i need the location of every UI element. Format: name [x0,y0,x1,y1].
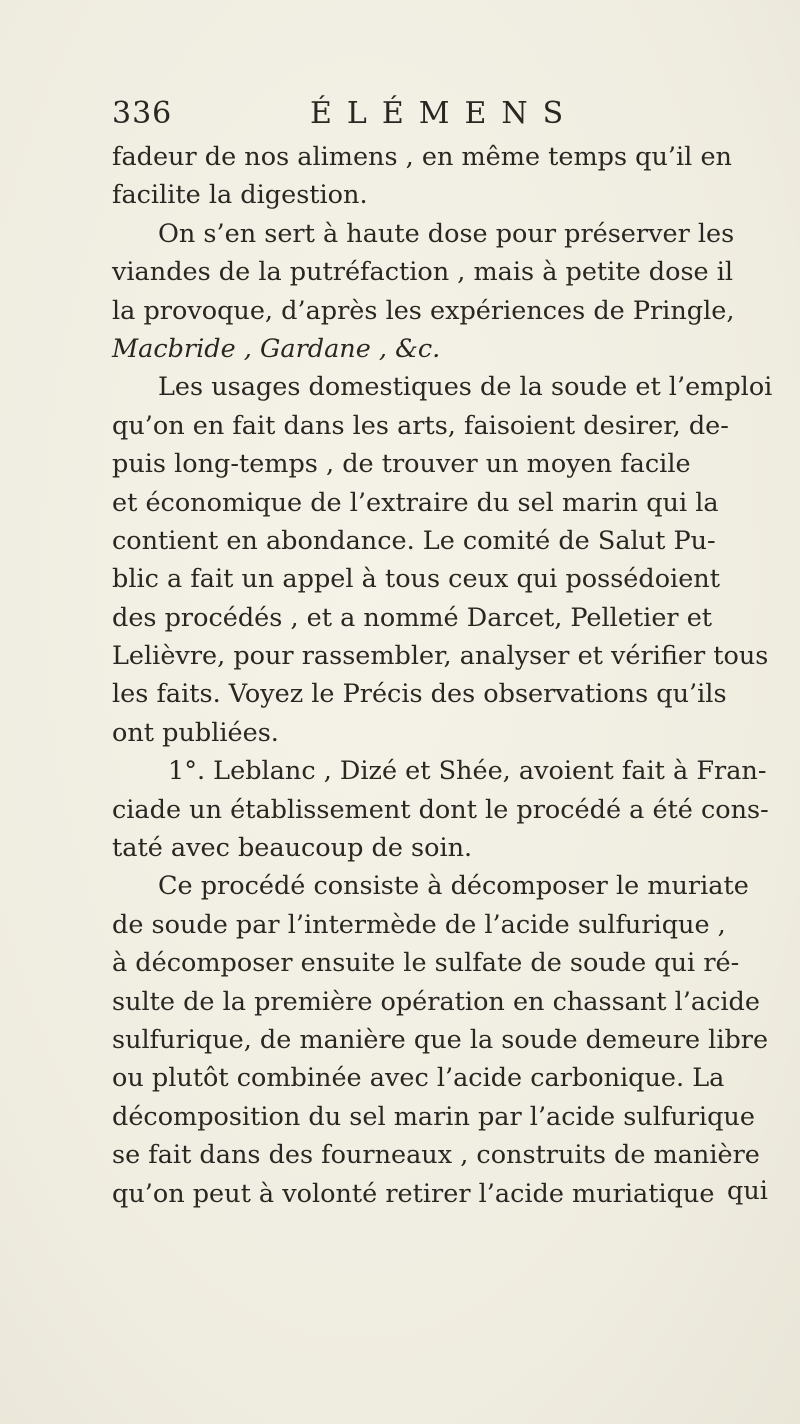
text-line: Ce procédé consiste à décomposer le muriate [158,871,749,902]
text-line: ciade un établissement dont le procédé a été cons- [112,794,769,825]
text-line: facilite la digestion. [112,180,368,211]
text-line: viandes de la putréfaction , mais à petite dose il [112,257,734,288]
text-line: des procédés , et a nommé Darcet, Pelletier et [112,602,713,633]
text-line: de soude par l’intermède de l’acide sulfurique , [112,909,726,940]
text-line: sulfurique, de manière que la soude demeure libre [112,1024,769,1055]
text-line: sulte de la première opération en chassant l’acide [112,986,760,1017]
text-line: On s’en sert à haute dose pour préserver les [158,218,735,249]
text-line: se fait dans des fourneaux , construits de manière [112,1140,760,1171]
page-header [112,90,772,136]
text-line: Les usages domestiques de la soude et l’emploi [158,372,773,403]
text-line: qu’on en fait dans les arts, faisoient desirer, de- [112,410,729,441]
text-line: taté avec beaucoup de soin. [112,833,473,864]
catchword: qui [727,1176,768,1206]
text-line: Lelièvre, pour rassembler, analyser et vérifier tous [112,641,769,672]
text-line: contient en abondance. Le comité de Salut Pu- [112,525,716,556]
text-line: Macbride , Gardane , &c. [112,333,441,364]
text-line: qu’on peut à volonté retirer l’acide muriatique [112,1178,715,1209]
text-line: à décomposer ensuite le sulfate de soude qui ré- [112,948,740,979]
text-line: la provoque, d’après les expériences de Pringle, [112,295,735,326]
text-line: ou plutôt combinée avec l’acide carbonique. La [112,1063,725,1094]
text-line: et économique de l’extraire du sel marin qui la [112,487,719,518]
text-line: 1°. Leblanc , Dizé et Shée, avoient fait à Fran- [168,756,767,787]
body-text [112,138,772,1213]
text-line: fadeur de nos alimens , en même temps qu’il en [112,142,732,172]
running-title: ÉLÉMENS [310,96,579,131]
text-line: puis long-temps , de trouver un moyen facile [112,449,691,480]
page-number: 336 [112,96,173,131]
text-line: ont publiées. [112,717,279,748]
text-line: décomposition du sel marin par l’acide sulfurique [112,1101,755,1132]
text-line: blic a fait un appel à tous ceux qui possédoient [112,564,720,595]
text-line: les faits. Voyez le Précis des observations qu’ils [112,679,727,710]
